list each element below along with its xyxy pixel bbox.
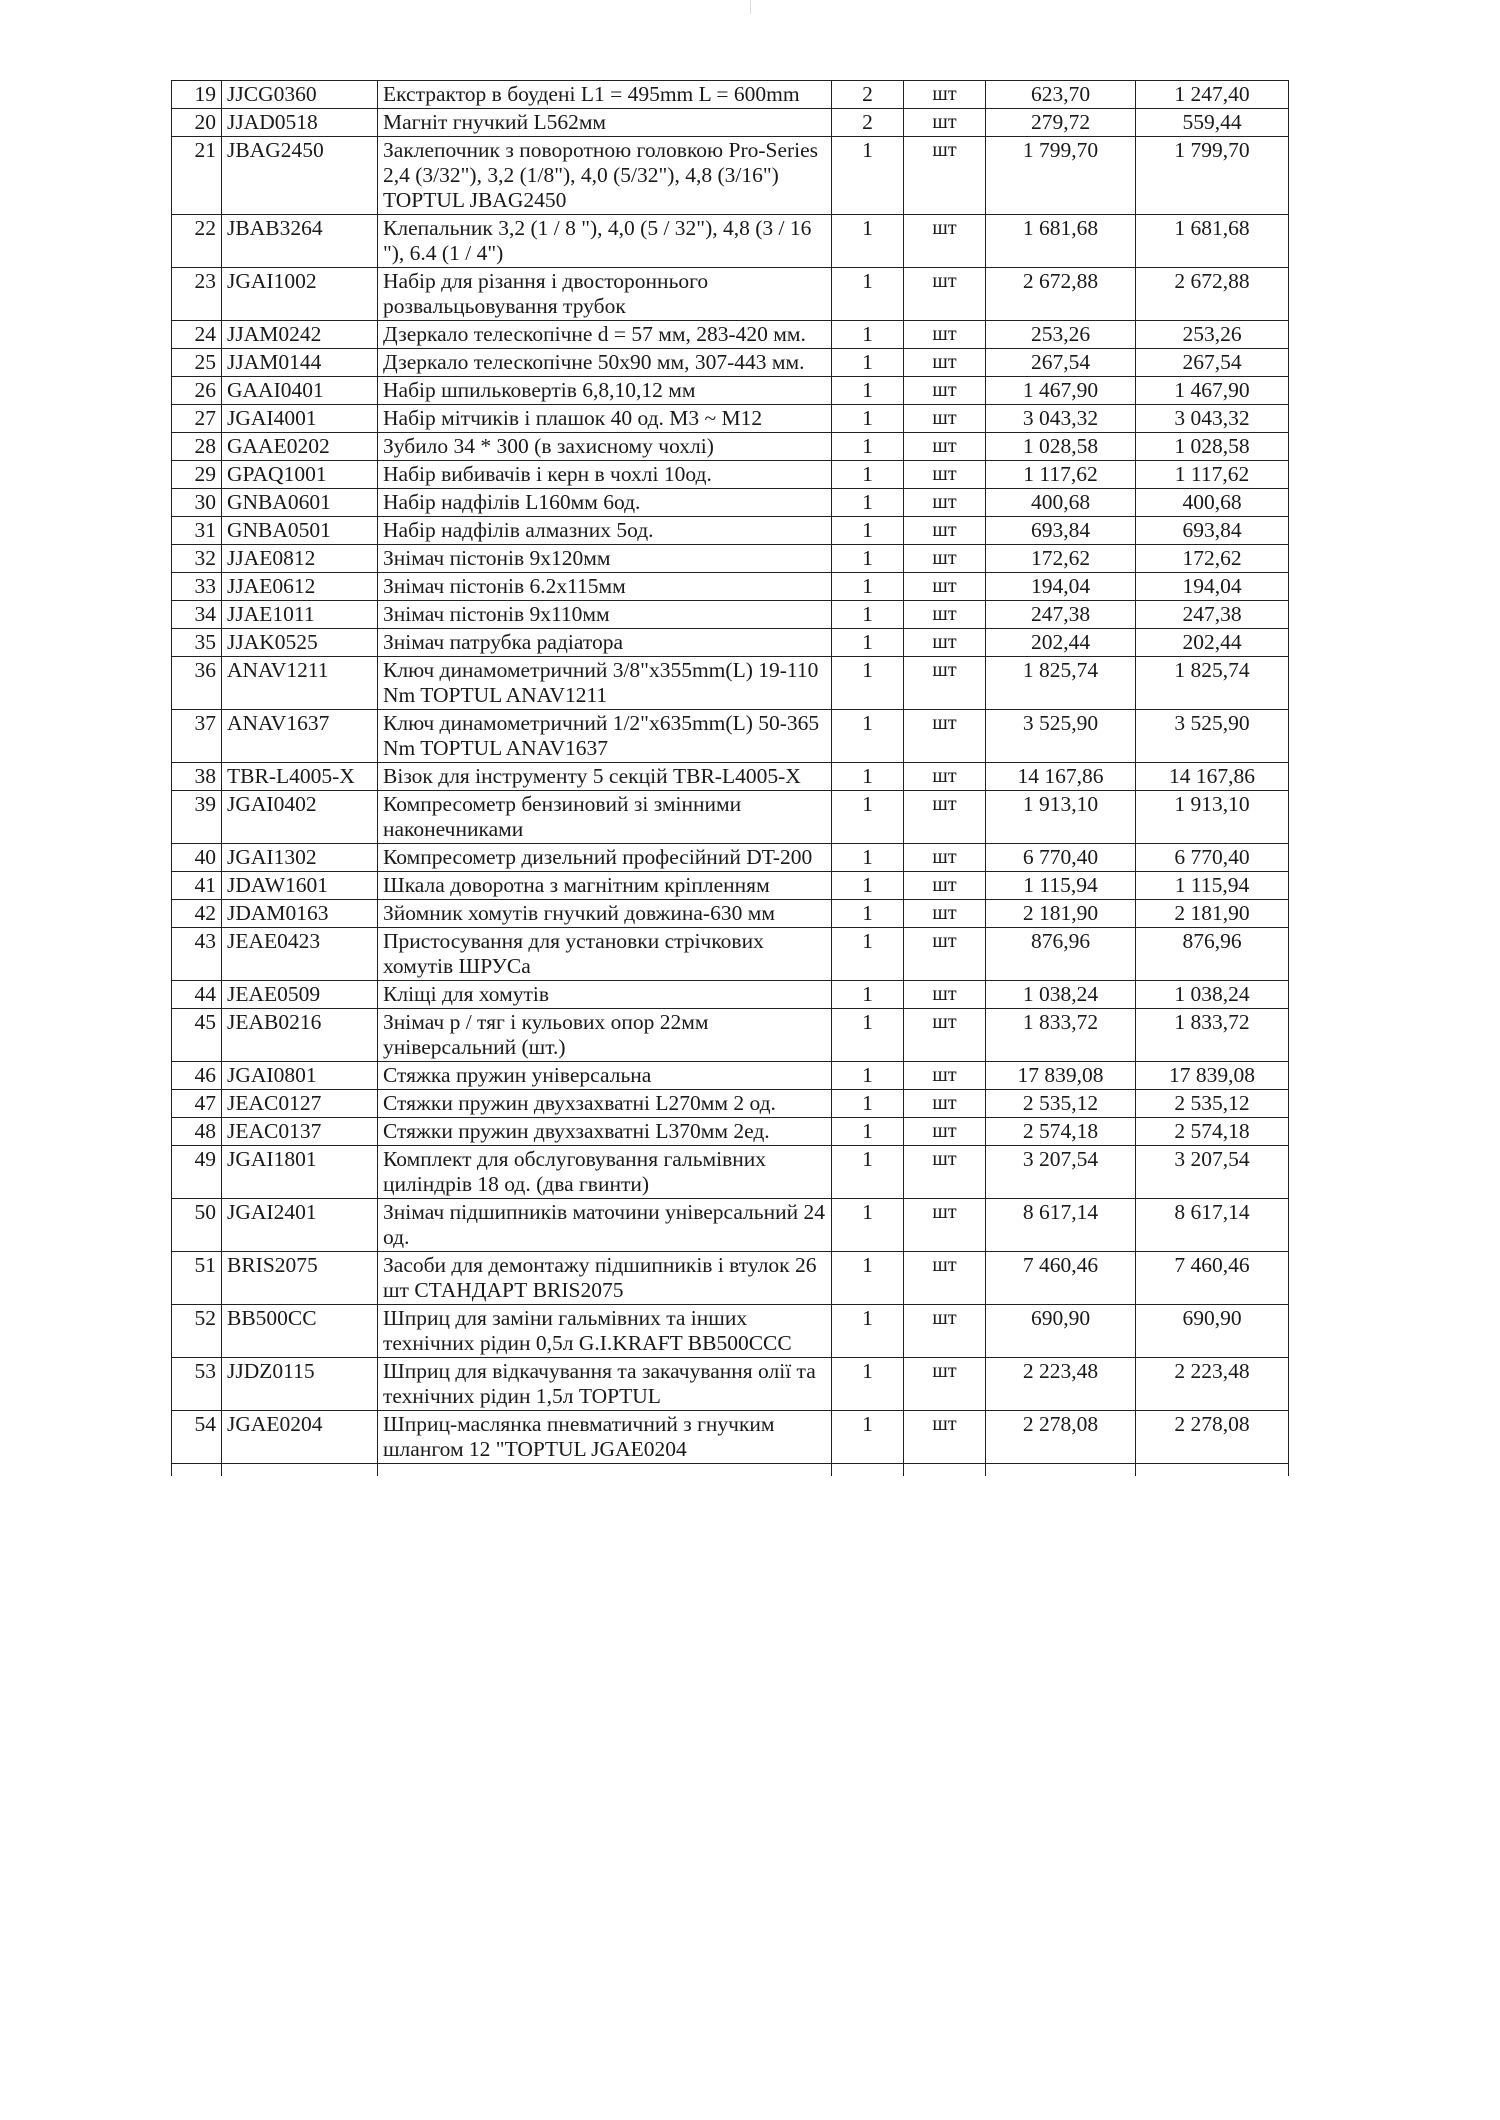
item-quantity: 1 (832, 1252, 904, 1305)
item-name: Клепальник 3,2 (1 / 8 "), 4,0 (5 / 32"), 4,8 (3 / 16 "), 6.4 (1 / 4") (378, 215, 832, 268)
item-price: 1 825,74 (986, 657, 1136, 710)
item-name: Знімач пістонів 9x110мм (378, 601, 832, 629)
item-unit: шт (904, 321, 986, 349)
item-code: BB500CC (222, 1305, 378, 1358)
item-unit: шт (904, 1118, 986, 1146)
item-code: GAAI0401 (222, 377, 378, 405)
item-price: 2 574,18 (986, 1118, 1136, 1146)
item-unit: шт (904, 872, 986, 900)
table-row (172, 1305, 1289, 1358)
row-number: 20 (172, 109, 222, 137)
row-number: 19 (172, 81, 222, 109)
item-price: 2 672,88 (986, 268, 1136, 321)
item-code: BRIS2075 (222, 1252, 378, 1305)
item-quantity: 1 (832, 1118, 904, 1146)
item-sum: 1 115,94 (1136, 872, 1289, 900)
table-row (172, 215, 1289, 268)
item-code: TBR-L4005-X (222, 763, 378, 791)
continuation-cell (172, 1464, 222, 1477)
table-row (172, 629, 1289, 657)
item-unit: шт (904, 1199, 986, 1252)
item-price: 876,96 (986, 928, 1136, 981)
item-quantity: 1 (832, 1199, 904, 1252)
item-price: 172,62 (986, 545, 1136, 573)
table-row (172, 1062, 1289, 1090)
item-code: GAAE0202 (222, 433, 378, 461)
item-price: 14 167,86 (986, 763, 1136, 791)
row-number: 26 (172, 377, 222, 405)
table-row (172, 1411, 1289, 1464)
table-row (172, 1199, 1289, 1252)
row-number: 45 (172, 1009, 222, 1062)
item-unit: шт (904, 1411, 986, 1464)
item-name: Ключ динамометричний 1/2"x635mm(L) 50-365 Nm TOPTUL ANAV1637 (378, 710, 832, 763)
item-unit: шт (904, 1252, 986, 1305)
row-number: 40 (172, 844, 222, 872)
item-quantity: 1 (832, 791, 904, 844)
item-quantity: 1 (832, 268, 904, 321)
item-price: 1 467,90 (986, 377, 1136, 405)
item-unit: шт (904, 1062, 986, 1090)
table-row (172, 763, 1289, 791)
row-number: 33 (172, 573, 222, 601)
item-quantity: 1 (832, 517, 904, 545)
items-table (171, 80, 1289, 1476)
item-sum: 690,90 (1136, 1305, 1289, 1358)
item-sum: 693,84 (1136, 517, 1289, 545)
continuation-cell (378, 1464, 832, 1477)
item-sum: 3 043,32 (1136, 405, 1289, 433)
item-sum: 2 672,88 (1136, 268, 1289, 321)
item-name: Знімач підшипників маточини універсальний 24 од. (378, 1199, 832, 1252)
item-sum: 3 525,90 (1136, 710, 1289, 763)
table-row (172, 601, 1289, 629)
item-code: JGAI1002 (222, 268, 378, 321)
table-row (172, 461, 1289, 489)
row-number: 51 (172, 1252, 222, 1305)
continuation-cell (222, 1464, 378, 1477)
item-unit: шт (904, 710, 986, 763)
item-code: JBAB3264 (222, 215, 378, 268)
item-quantity: 1 (832, 461, 904, 489)
item-quantity: 1 (832, 433, 904, 461)
table-row (172, 545, 1289, 573)
item-code: GPAQ1001 (222, 461, 378, 489)
continuation-cell (904, 1464, 986, 1477)
item-code: JGAI0402 (222, 791, 378, 844)
item-name: Компресометр бензиновий зі змінними наконечниками (378, 791, 832, 844)
item-quantity: 2 (832, 81, 904, 109)
row-number: 21 (172, 137, 222, 215)
table-row (172, 1009, 1289, 1062)
item-unit: шт (904, 1009, 986, 1062)
item-sum: 7 460,46 (1136, 1252, 1289, 1305)
item-quantity: 1 (832, 573, 904, 601)
item-unit: шт (904, 461, 986, 489)
item-name: Набір шпильковертів 6,8,10,12 мм (378, 377, 832, 405)
item-quantity: 1 (832, 215, 904, 268)
item-unit: шт (904, 489, 986, 517)
item-quantity: 1 (832, 629, 904, 657)
item-price: 194,04 (986, 573, 1136, 601)
item-code: ANAV1211 (222, 657, 378, 710)
item-quantity: 1 (832, 137, 904, 215)
item-price: 693,84 (986, 517, 1136, 545)
item-quantity: 1 (832, 321, 904, 349)
row-number: 43 (172, 928, 222, 981)
row-number: 44 (172, 981, 222, 1009)
item-code: JEAB0216 (222, 1009, 378, 1062)
row-number: 52 (172, 1305, 222, 1358)
row-number: 49 (172, 1146, 222, 1199)
row-number: 25 (172, 349, 222, 377)
item-sum: 2 223,48 (1136, 1358, 1289, 1411)
row-number: 31 (172, 517, 222, 545)
table-row (172, 657, 1289, 710)
item-price: 1 117,62 (986, 461, 1136, 489)
table-row (172, 1358, 1289, 1411)
item-name: Стяжки пружин двухзахватні L270мм 2 од. (378, 1090, 832, 1118)
item-quantity: 1 (832, 377, 904, 405)
item-code: JGAE0204 (222, 1411, 378, 1464)
item-sum: 1 799,70 (1136, 137, 1289, 215)
items-table-body (172, 81, 1289, 1477)
item-name: Набір надфілів L160мм 6од. (378, 489, 832, 517)
item-sum: 6 770,40 (1136, 844, 1289, 872)
item-sum: 1 247,40 (1136, 81, 1289, 109)
row-number: 41 (172, 872, 222, 900)
item-sum: 253,26 (1136, 321, 1289, 349)
item-quantity: 1 (832, 1146, 904, 1199)
row-number: 54 (172, 1411, 222, 1464)
item-sum: 2 574,18 (1136, 1118, 1289, 1146)
item-price: 267,54 (986, 349, 1136, 377)
item-name: Набір вибивачів і керн в чохлі 10од. (378, 461, 832, 489)
item-price: 2 278,08 (986, 1411, 1136, 1464)
row-number: 27 (172, 405, 222, 433)
row-number: 35 (172, 629, 222, 657)
item-name: Дзеркало телескопічне 50x90 мм, 307-443 мм. (378, 349, 832, 377)
table-row (172, 517, 1289, 545)
item-quantity: 1 (832, 657, 904, 710)
item-quantity: 2 (832, 109, 904, 137)
item-unit: шт (904, 377, 986, 405)
item-unit: шт (904, 109, 986, 137)
item-name: Знімач патрубка радіатора (378, 629, 832, 657)
table-row (172, 377, 1289, 405)
item-sum: 8 617,14 (1136, 1199, 1289, 1252)
item-code: GNBA0601 (222, 489, 378, 517)
item-price: 1 799,70 (986, 137, 1136, 215)
row-number: 23 (172, 268, 222, 321)
item-unit: шт (904, 791, 986, 844)
item-price: 17 839,08 (986, 1062, 1136, 1090)
item-unit: шт (904, 517, 986, 545)
item-code: JGAI0801 (222, 1062, 378, 1090)
item-unit: шт (904, 928, 986, 981)
item-quantity: 1 (832, 763, 904, 791)
item-quantity: 1 (832, 981, 904, 1009)
table-row (172, 928, 1289, 981)
item-name: Стяжки пружин двухзахватні L370мм 2ед. (378, 1118, 832, 1146)
item-name: Знімач пістонів 9x120мм (378, 545, 832, 573)
item-name: Набір для різання і двостороннього розвальцьовування трубок (378, 268, 832, 321)
item-price: 3 525,90 (986, 710, 1136, 763)
item-price: 7 460,46 (986, 1252, 1136, 1305)
item-code: JJDZ0115 (222, 1358, 378, 1411)
item-sum: 1 681,68 (1136, 215, 1289, 268)
item-code: JEAE0423 (222, 928, 378, 981)
item-unit: шт (904, 1146, 986, 1199)
table-row (172, 900, 1289, 928)
row-number: 37 (172, 710, 222, 763)
item-quantity: 1 (832, 1090, 904, 1118)
item-price: 623,70 (986, 81, 1136, 109)
item-name: Ключ динамометричний 3/8"x355mm(L) 19-110 Nm TOPTUL ANAV1211 (378, 657, 832, 710)
item-unit: шт (904, 629, 986, 657)
item-price: 1 115,94 (986, 872, 1136, 900)
item-quantity: 1 (832, 545, 904, 573)
item-unit: шт (904, 1090, 986, 1118)
item-sum: 202,44 (1136, 629, 1289, 657)
item-code: ANAV1637 (222, 710, 378, 763)
item-code: JJAM0242 (222, 321, 378, 349)
item-code: JJAE0812 (222, 545, 378, 573)
item-unit: шт (904, 215, 986, 268)
item-code: JJAK0525 (222, 629, 378, 657)
row-number: 46 (172, 1062, 222, 1090)
item-unit: шт (904, 601, 986, 629)
item-unit: шт (904, 545, 986, 573)
item-code: JDAW1601 (222, 872, 378, 900)
item-sum: 3 207,54 (1136, 1146, 1289, 1199)
item-name: Зйомник хомутів гнучкий довжина-630 мм (378, 900, 832, 928)
row-number: 28 (172, 433, 222, 461)
table-row (172, 321, 1289, 349)
item-unit: шт (904, 657, 986, 710)
item-quantity: 1 (832, 1062, 904, 1090)
item-name: Компресометр дизельний професійний DT-200 (378, 844, 832, 872)
item-sum: 1 028,58 (1136, 433, 1289, 461)
row-number: 39 (172, 791, 222, 844)
item-sum: 247,38 (1136, 601, 1289, 629)
item-price: 1 038,24 (986, 981, 1136, 1009)
item-unit: шт (904, 405, 986, 433)
item-name: Дзеркало телескопічне d = 57 мм, 283-420 мм. (378, 321, 832, 349)
item-quantity: 1 (832, 1305, 904, 1358)
item-price: 2 535,12 (986, 1090, 1136, 1118)
item-name: Шприц для відкачування та закачування олії та технічних рідин 1,5л TOPTUL (378, 1358, 832, 1411)
item-code: JEAC0127 (222, 1090, 378, 1118)
item-code: JGAI1801 (222, 1146, 378, 1199)
item-code: JBAG2450 (222, 137, 378, 215)
item-quantity: 1 (832, 1358, 904, 1411)
item-sum: 172,62 (1136, 545, 1289, 573)
item-unit: шт (904, 900, 986, 928)
table-row (172, 489, 1289, 517)
item-code: GNBA0501 (222, 517, 378, 545)
continuation-cell (832, 1464, 904, 1477)
item-name: Набір надфілів алмазних 5од. (378, 517, 832, 545)
item-name: Пристосування для установки стрічкових хомутів ШРУСа (378, 928, 832, 981)
item-price: 3 043,32 (986, 405, 1136, 433)
row-number: 30 (172, 489, 222, 517)
item-price: 2 181,90 (986, 900, 1136, 928)
item-sum: 1 825,74 (1136, 657, 1289, 710)
item-code: JJAE0612 (222, 573, 378, 601)
item-quantity: 1 (832, 489, 904, 517)
row-number: 29 (172, 461, 222, 489)
table-row (172, 1252, 1289, 1305)
continuation-cell (986, 1464, 1136, 1477)
item-sum: 2 535,12 (1136, 1090, 1289, 1118)
item-price: 1 913,10 (986, 791, 1136, 844)
item-price: 3 207,54 (986, 1146, 1136, 1199)
item-name: Магніт гнучкий L562мм (378, 109, 832, 137)
item-code: JJAD0518 (222, 109, 378, 137)
item-name: Комплект для обслуговування гальмівних циліндрів 18 од. (два гвинти) (378, 1146, 832, 1199)
table-row (172, 81, 1289, 109)
table-row (172, 1146, 1289, 1199)
row-number: 42 (172, 900, 222, 928)
item-sum: 17 839,08 (1136, 1062, 1289, 1090)
table-row (172, 844, 1289, 872)
item-quantity: 1 (832, 928, 904, 981)
item-sum: 1 833,72 (1136, 1009, 1289, 1062)
item-quantity: 1 (832, 1411, 904, 1464)
item-price: 279,72 (986, 109, 1136, 137)
item-unit: шт (904, 1305, 986, 1358)
table-row (172, 573, 1289, 601)
row-number: 38 (172, 763, 222, 791)
item-name: Зубило 34 * 300 (в захисному чохлі) (378, 433, 832, 461)
item-price: 690,90 (986, 1305, 1136, 1358)
item-code: JGAI4001 (222, 405, 378, 433)
item-name: Заклепочник з поворотною головкою Pro-Series 2,4 (3/32"), 3,2 (1/8"), 4,0 (5/32"), 4,8 (3/16") TOPTUL JBAG2450 (378, 137, 832, 215)
item-name: Набір мітчиків і плашок 40 од. M3 ~ M12 (378, 405, 832, 433)
item-price: 400,68 (986, 489, 1136, 517)
item-quantity: 1 (832, 900, 904, 928)
table-row (172, 137, 1289, 215)
item-price: 6 770,40 (986, 844, 1136, 872)
item-sum: 876,96 (1136, 928, 1289, 981)
item-price: 202,44 (986, 629, 1136, 657)
row-number: 50 (172, 1199, 222, 1252)
item-quantity: 1 (832, 601, 904, 629)
item-name: Засоби для демонтажу підшипників і втулок 26 шт СТАНДАРТ BRIS2075 (378, 1252, 832, 1305)
table-row (172, 109, 1289, 137)
row-number: 36 (172, 657, 222, 710)
row-number: 48 (172, 1118, 222, 1146)
item-sum: 194,04 (1136, 573, 1289, 601)
item-code: JJAE1011 (222, 601, 378, 629)
item-sum: 1 038,24 (1136, 981, 1289, 1009)
table-row (172, 791, 1289, 844)
row-number: 24 (172, 321, 222, 349)
item-name: Стяжка пружин універсальна (378, 1062, 832, 1090)
table-row (172, 405, 1289, 433)
table-continuation (172, 1464, 1289, 1477)
item-unit: шт (904, 844, 986, 872)
item-sum: 559,44 (1136, 109, 1289, 137)
item-name: Кліщі для хомутів (378, 981, 832, 1009)
item-price: 8 617,14 (986, 1199, 1136, 1252)
scan-fold-mark (750, 0, 751, 14)
item-unit: шт (904, 573, 986, 601)
row-number: 53 (172, 1358, 222, 1411)
item-quantity: 1 (832, 349, 904, 377)
table-row (172, 268, 1289, 321)
item-code: JGAI2401 (222, 1199, 378, 1252)
row-number: 47 (172, 1090, 222, 1118)
item-price: 1 028,58 (986, 433, 1136, 461)
item-code: JJCG0360 (222, 81, 378, 109)
item-sum: 2 278,08 (1136, 1411, 1289, 1464)
item-quantity: 1 (832, 872, 904, 900)
item-name: Візок для інструменту 5 секцій TBR-L4005-X (378, 763, 832, 791)
item-unit: шт (904, 981, 986, 1009)
item-code: JJAM0144 (222, 349, 378, 377)
item-code: JDAM0163 (222, 900, 378, 928)
item-name: Знімач пістонів 6.2x115мм (378, 573, 832, 601)
table-row (172, 349, 1289, 377)
item-sum: 1 117,62 (1136, 461, 1289, 489)
item-quantity: 1 (832, 1009, 904, 1062)
item-code: JEAE0509 (222, 981, 378, 1009)
row-number: 34 (172, 601, 222, 629)
continuation-cell (1136, 1464, 1289, 1477)
item-quantity: 1 (832, 844, 904, 872)
item-unit: шт (904, 1358, 986, 1411)
item-unit: шт (904, 268, 986, 321)
item-name: Шкала доворотна з магнітним кріпленням (378, 872, 832, 900)
item-sum: 1 467,90 (1136, 377, 1289, 405)
item-quantity: 1 (832, 710, 904, 763)
item-quantity: 1 (832, 405, 904, 433)
table-row (172, 981, 1289, 1009)
row-number: 22 (172, 215, 222, 268)
item-price: 2 223,48 (986, 1358, 1136, 1411)
table-row (172, 433, 1289, 461)
item-code: JGAI1302 (222, 844, 378, 872)
item-code: JEAC0137 (222, 1118, 378, 1146)
item-name: Шприц для заміни гальмівних та інших технічних рідин 0,5л G.I.KRAFT BB500CCC (378, 1305, 832, 1358)
item-unit: шт (904, 433, 986, 461)
row-number: 32 (172, 545, 222, 573)
item-price: 253,26 (986, 321, 1136, 349)
item-sum: 2 181,90 (1136, 900, 1289, 928)
item-unit: шт (904, 81, 986, 109)
item-price: 1 681,68 (986, 215, 1136, 268)
item-unit: шт (904, 349, 986, 377)
table-row (172, 1118, 1289, 1146)
table-row (172, 872, 1289, 900)
table-row (172, 710, 1289, 763)
item-price: 247,38 (986, 601, 1136, 629)
item-name: Шприц-маслянка пневматичний з гнучким шлангом 12 "TOPTUL JGAE0204 (378, 1411, 832, 1464)
item-unit: шт (904, 137, 986, 215)
item-unit: шт (904, 763, 986, 791)
item-sum: 400,68 (1136, 489, 1289, 517)
item-name: Екстрактор в боудені L1 = 495mm L = 600mm (378, 81, 832, 109)
item-sum: 14 167,86 (1136, 763, 1289, 791)
item-name: Знімач р / тяг і кульових опор 22мм універсальний (шт.) (378, 1009, 832, 1062)
item-sum: 267,54 (1136, 349, 1289, 377)
item-price: 1 833,72 (986, 1009, 1136, 1062)
item-sum: 1 913,10 (1136, 791, 1289, 844)
table-row (172, 1090, 1289, 1118)
